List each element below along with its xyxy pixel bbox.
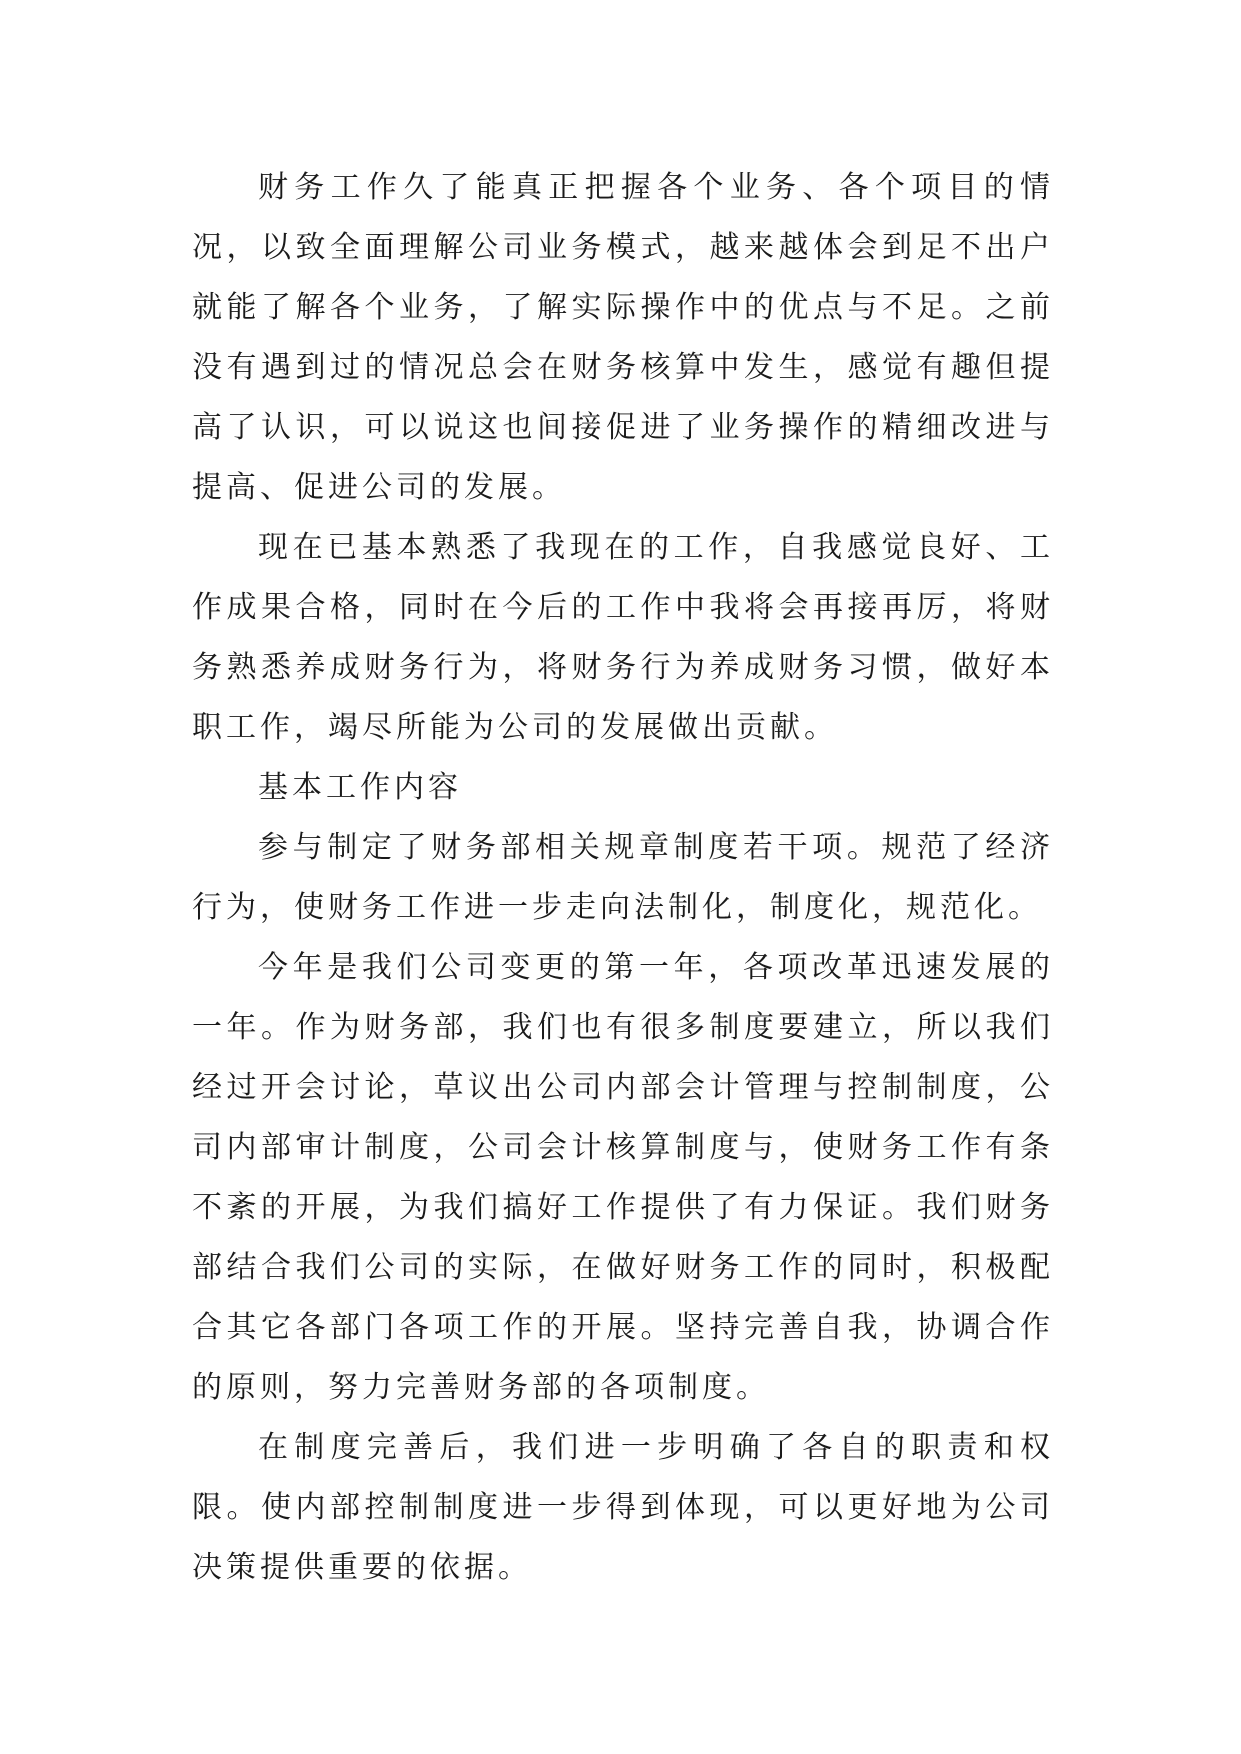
paragraph-finance-understanding: 财务工作久了能真正把握各个业务、各个项目的情况，以致全面理解公司业务模式，越来越体会到足不出户就能了解各个业务，了解实际操作中的优点与不足。之前没有遇到过的情况总会在财务核算中发生，感觉有趣但提高了认识，可以说这也间接促进了业务操作的精细改进与提高、促进公司的发展。	[192, 170, 1054, 505]
paragraph-year-review: 今年是我们公司变更的第一年，各项改革迅速发展的一年。作为财务部，我们也有很多制度要建立，所以我们经过开会讨论，草议出公司内部会计管理与控制制度，公司内部审计制度，公司会计核算制度与，使财务工作有条不紊的开展，为我们搞好工作提供了有力保证。我们财务部结合我们公司的实际，在做好财务工作的同时，积极配合其它各部门各项工作的开展。坚持完善自我，协调合作的原则，努力完善财务部的各项制度。	[192, 950, 1054, 1405]
section-heading-basic-work: 基本工作内容	[258, 770, 462, 805]
paragraph-responsibilities: 在制度完善后，我们进一步明确了各自的职责和权限。使内部控制制度进一步得到体现，可以更好地为公司决策提供重要的依据。	[192, 1430, 1054, 1585]
document-body	[192, 158, 1054, 1598]
paragraph-self-assessment: 现在已基本熟悉了我现在的工作，自我感觉良好、工作成果合格，同时在今后的工作中我将会再接再厉，将财务熟悉养成财务行为，将财务行为养成财务习惯，做好本职工作，竭尽所能为公司的发展做出贡献。	[192, 530, 1054, 745]
paragraph-regulations: 参与制定了财务部相关规章制度若干项。规范了经济行为，使财务工作进一步走向法制化，制度化，规范化。	[192, 830, 1054, 925]
